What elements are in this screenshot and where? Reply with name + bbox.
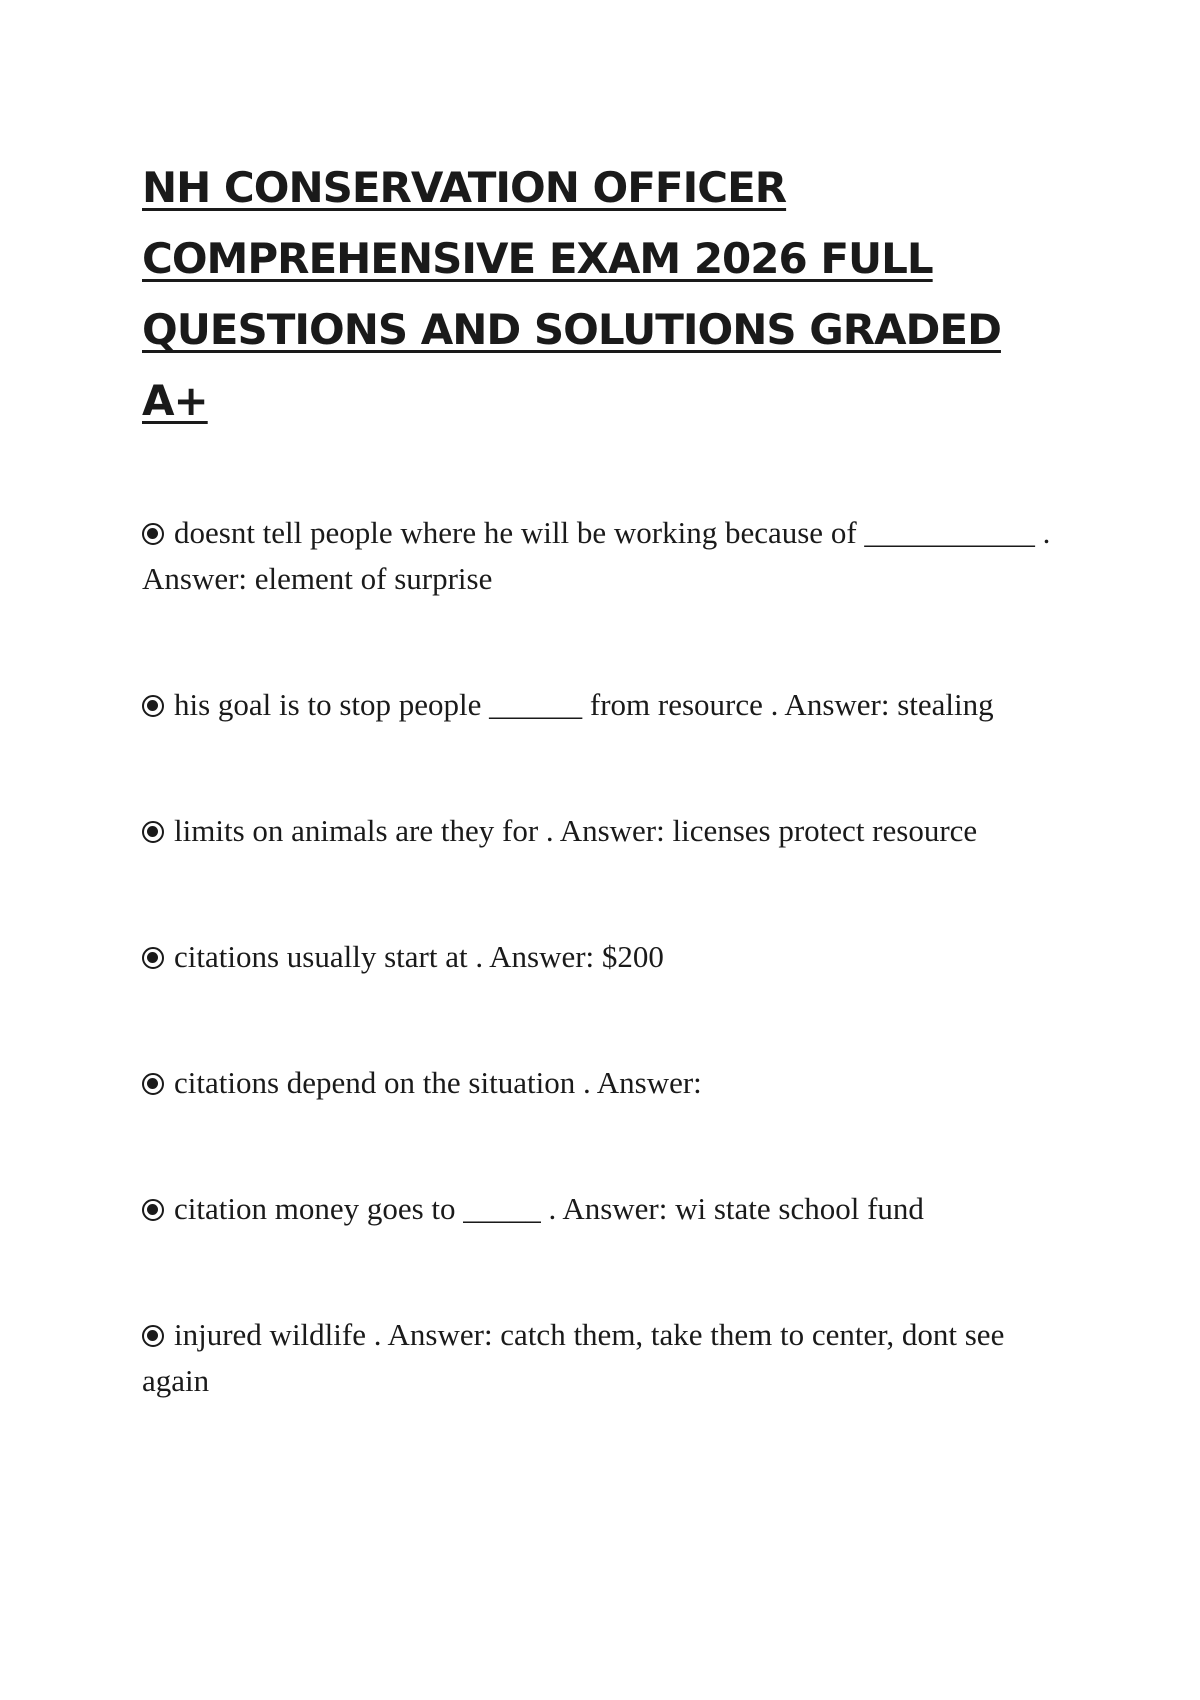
- document-title: [142, 152, 1062, 436]
- question-item: [142, 1312, 1062, 1404]
- question-item: [142, 934, 1062, 980]
- radio-bullet-icon: [142, 1199, 164, 1221]
- radio-bullet-icon: [142, 821, 164, 843]
- question-item: [142, 808, 1062, 854]
- question-text: doesnt tell people where he will be working because of ___________ . Answer: element of surprise: [142, 515, 1051, 596]
- title-line: NH CONSERVATION OFFICER: [142, 163, 787, 212]
- radio-bullet-icon: [142, 1073, 164, 1095]
- question-list: [142, 510, 1062, 1484]
- question-text: citations usually start at . Answer: $200: [174, 939, 664, 974]
- radio-bullet-icon: [142, 1325, 164, 1347]
- question-item: [142, 682, 1062, 728]
- question-text: limits on animals are they for . Answer: licenses protect resource: [174, 813, 978, 848]
- question-text: injured wildlife . Answer: catch them, take them to center, dont see again: [142, 1317, 1005, 1398]
- question-item: [142, 1186, 1062, 1232]
- question-text: his goal is to stop people ______ from resource . Answer: stealing: [174, 687, 994, 722]
- title-line: COMPREHENSIVE EXAM 2026 FULL: [142, 234, 933, 283]
- question-item: [142, 1060, 1062, 1106]
- radio-bullet-icon: [142, 523, 164, 545]
- question-item: [142, 510, 1062, 602]
- title-line: QUESTIONS AND SOLUTIONS GRADED A+: [142, 305, 1001, 425]
- radio-bullet-icon: [142, 695, 164, 717]
- question-text: citation money goes to _____ . Answer: wi state school fund: [174, 1191, 924, 1226]
- radio-bullet-icon: [142, 947, 164, 969]
- question-text: citations depend on the situation . Answer:: [174, 1065, 702, 1100]
